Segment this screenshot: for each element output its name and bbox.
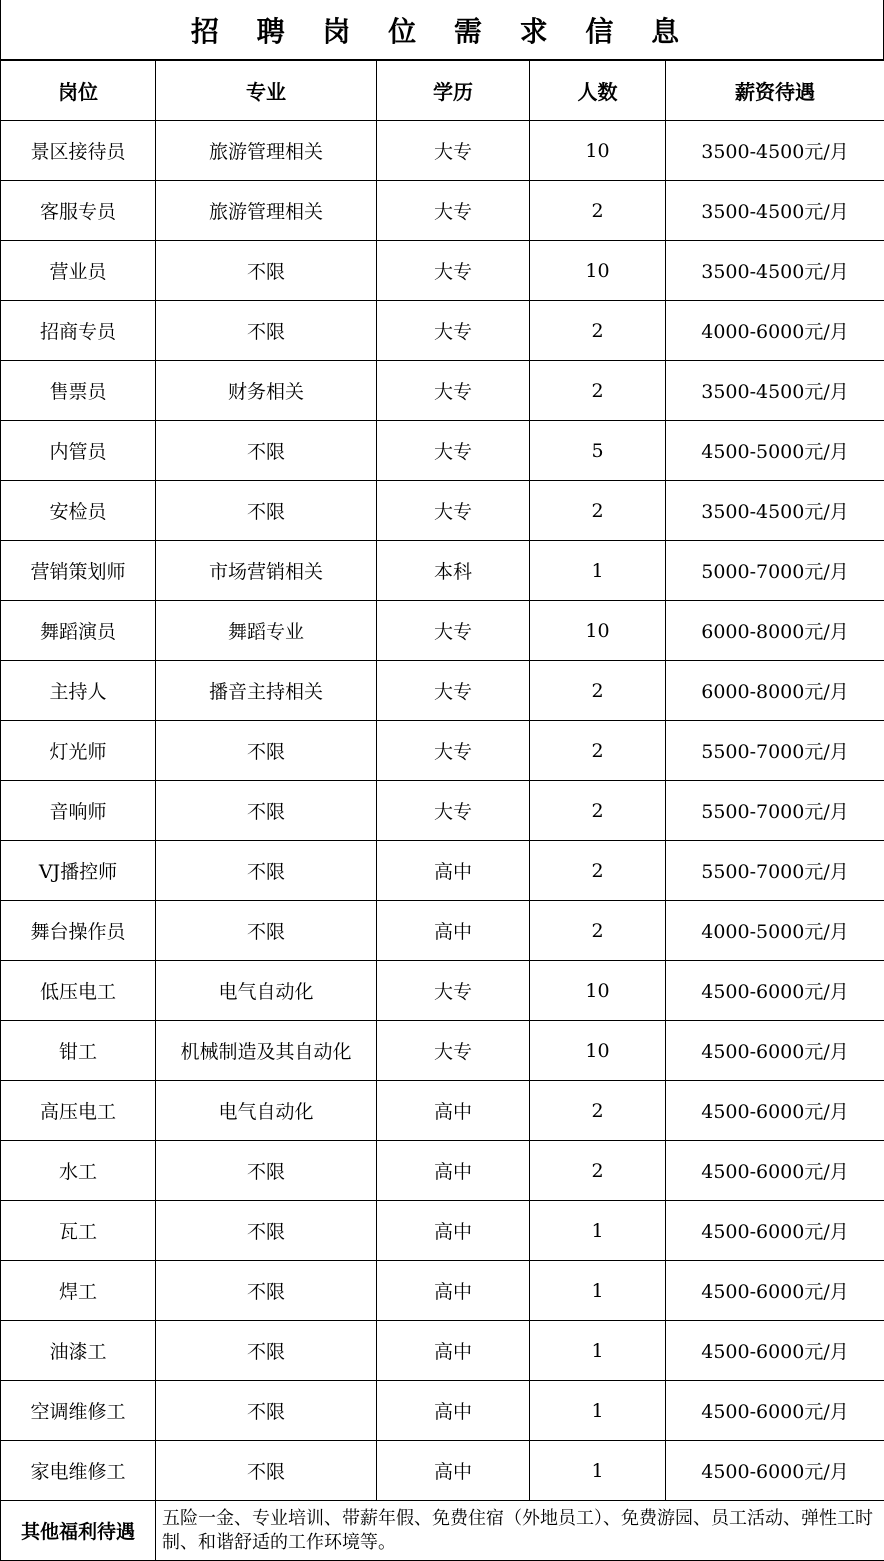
cell-count: 10 [530, 121, 666, 181]
table-row [1, 421, 884, 481]
cell-education: 高中 [377, 841, 530, 901]
cell-position: 空调维修工 [1, 1381, 156, 1441]
cell-position: 家电维修工 [1, 1441, 156, 1501]
cell-salary: 4500-6000元/月 [666, 1141, 884, 1201]
cell-position: 客服专员 [1, 181, 156, 241]
cell-major: 不限 [156, 901, 377, 961]
table-row [1, 1321, 884, 1381]
cell-position: 售票员 [1, 361, 156, 421]
cell-salary: 4500-6000元/月 [666, 1261, 884, 1321]
cell-education: 大专 [377, 1021, 530, 1081]
cell-position: 水工 [1, 1141, 156, 1201]
table-row [1, 1201, 884, 1261]
cell-position: 钳工 [1, 1021, 156, 1081]
table-row [1, 661, 884, 721]
cell-education: 本科 [377, 541, 530, 601]
benefits-text: 五险一金、专业培训、带薪年假、免费住宿（外地员工）、免费游园、员工活动、弹性工时制、和谐舒适的工作环境等。 [156, 1501, 884, 1561]
cell-count: 2 [530, 481, 666, 541]
cell-count: 2 [530, 301, 666, 361]
cell-major: 播音主持相关 [156, 661, 377, 721]
cell-major: 电气自动化 [156, 961, 377, 1021]
table-row [1, 781, 884, 841]
cell-count: 2 [530, 1141, 666, 1201]
cell-education: 高中 [377, 901, 530, 961]
cell-major: 不限 [156, 1441, 377, 1501]
table-row [1, 901, 884, 961]
cell-salary: 4500-6000元/月 [666, 1201, 884, 1261]
cell-major: 不限 [156, 1261, 377, 1321]
cell-education: 大专 [377, 961, 530, 1021]
cell-salary: 3500-4500元/月 [666, 121, 884, 181]
cell-salary: 6000-8000元/月 [666, 661, 884, 721]
cell-salary: 4000-5000元/月 [666, 901, 884, 961]
cell-education: 高中 [377, 1261, 530, 1321]
cell-major: 不限 [156, 841, 377, 901]
cell-position: VJ播控师 [1, 841, 156, 901]
cell-position: 高压电工 [1, 1081, 156, 1141]
cell-education: 高中 [377, 1201, 530, 1261]
cell-salary: 3500-4500元/月 [666, 181, 884, 241]
cell-salary: 4500-6000元/月 [666, 1381, 884, 1441]
cell-count: 5 [530, 421, 666, 481]
cell-major: 不限 [156, 421, 377, 481]
cell-salary: 3500-4500元/月 [666, 481, 884, 541]
cell-count: 1 [530, 1381, 666, 1441]
cell-education: 大专 [377, 361, 530, 421]
cell-education: 大专 [377, 601, 530, 661]
table-row [1, 301, 884, 361]
cell-major: 不限 [156, 1201, 377, 1261]
cell-salary: 4500-6000元/月 [666, 1021, 884, 1081]
table-body [1, 121, 884, 1501]
cell-count: 2 [530, 841, 666, 901]
cell-position: 焊工 [1, 1261, 156, 1321]
cell-major: 市场营销相关 [156, 541, 377, 601]
cell-count: 2 [530, 721, 666, 781]
table-row [1, 601, 884, 661]
cell-salary: 5500-7000元/月 [666, 781, 884, 841]
cell-position: 低压电工 [1, 961, 156, 1021]
cell-major: 旅游管理相关 [156, 181, 377, 241]
table-row [1, 121, 884, 181]
cell-education: 大专 [377, 421, 530, 481]
table-header-row [1, 61, 884, 121]
cell-salary: 4500-5000元/月 [666, 421, 884, 481]
cell-position: 营销策划师 [1, 541, 156, 601]
cell-salary: 6000-8000元/月 [666, 601, 884, 661]
table-row [1, 721, 884, 781]
cell-position: 招商专员 [1, 301, 156, 361]
cell-count: 1 [530, 1321, 666, 1381]
table-row [1, 481, 884, 541]
table-row [1, 1441, 884, 1501]
cell-education: 高中 [377, 1381, 530, 1441]
cell-education: 大专 [377, 661, 530, 721]
page-title: 招 聘 岗 位 需 求 信 息 [0, 0, 884, 60]
cell-position: 内管员 [1, 421, 156, 481]
cell-education: 大专 [377, 181, 530, 241]
cell-count: 10 [530, 1021, 666, 1081]
table-row [1, 541, 884, 601]
cell-salary: 5000-7000元/月 [666, 541, 884, 601]
cell-salary: 3500-4500元/月 [666, 361, 884, 421]
cell-education: 大专 [377, 121, 530, 181]
table-row [1, 841, 884, 901]
cell-count: 2 [530, 1081, 666, 1141]
cell-major: 机械制造及其自动化 [156, 1021, 377, 1081]
table-row [1, 1261, 884, 1321]
cell-major: 旅游管理相关 [156, 121, 377, 181]
cell-count: 10 [530, 601, 666, 661]
header-major: 专业 [156, 61, 377, 121]
cell-salary: 5500-7000元/月 [666, 841, 884, 901]
cell-education: 大专 [377, 301, 530, 361]
cell-salary: 4500-6000元/月 [666, 1441, 884, 1501]
header-salary: 薪资待遇 [666, 61, 884, 121]
cell-position: 舞台操作员 [1, 901, 156, 961]
cell-salary: 4500-6000元/月 [666, 961, 884, 1021]
header-education: 学历 [377, 61, 530, 121]
cell-count: 1 [530, 1201, 666, 1261]
cell-education: 高中 [377, 1321, 530, 1381]
table-row [1, 241, 884, 301]
cell-education: 大专 [377, 781, 530, 841]
cell-education: 大专 [377, 241, 530, 301]
cell-major: 财务相关 [156, 361, 377, 421]
cell-count: 2 [530, 361, 666, 421]
cell-major: 不限 [156, 481, 377, 541]
cell-count: 10 [530, 241, 666, 301]
cell-major: 电气自动化 [156, 1081, 377, 1141]
benefits-label: 其他福利待遇 [1, 1501, 156, 1561]
cell-position: 景区接待员 [1, 121, 156, 181]
table-row [1, 961, 884, 1021]
cell-major: 不限 [156, 241, 377, 301]
cell-position: 舞蹈演员 [1, 601, 156, 661]
cell-salary: 3500-4500元/月 [666, 241, 884, 301]
table-row [1, 1381, 884, 1441]
cell-salary: 5500-7000元/月 [666, 721, 884, 781]
cell-position: 音响师 [1, 781, 156, 841]
cell-major: 不限 [156, 1321, 377, 1381]
cell-education: 大专 [377, 721, 530, 781]
cell-education: 大专 [377, 481, 530, 541]
table-row [1, 1141, 884, 1201]
table-row [1, 361, 884, 421]
cell-major: 不限 [156, 1381, 377, 1441]
cell-major: 舞蹈专业 [156, 601, 377, 661]
cell-position: 灯光师 [1, 721, 156, 781]
cell-count: 1 [530, 541, 666, 601]
table-row [1, 181, 884, 241]
cell-major: 不限 [156, 301, 377, 361]
cell-count: 1 [530, 1441, 666, 1501]
cell-education: 高中 [377, 1141, 530, 1201]
table-row [1, 1081, 884, 1141]
cell-salary: 4500-6000元/月 [666, 1081, 884, 1141]
cell-count: 2 [530, 781, 666, 841]
cell-count: 1 [530, 1261, 666, 1321]
cell-position: 油漆工 [1, 1321, 156, 1381]
cell-position: 安检员 [1, 481, 156, 541]
cell-count: 2 [530, 181, 666, 241]
header-position: 岗位 [1, 61, 156, 121]
cell-count: 2 [530, 661, 666, 721]
cell-major: 不限 [156, 1141, 377, 1201]
header-count: 人数 [530, 61, 666, 121]
table-row [1, 1021, 884, 1081]
cell-position: 瓦工 [1, 1201, 156, 1261]
cell-count: 2 [530, 901, 666, 961]
cell-major: 不限 [156, 781, 377, 841]
cell-major: 不限 [156, 721, 377, 781]
cell-count: 10 [530, 961, 666, 1021]
cell-education: 高中 [377, 1441, 530, 1501]
cell-salary: 4000-6000元/月 [666, 301, 884, 361]
cell-position: 主持人 [1, 661, 156, 721]
cell-salary: 4500-6000元/月 [666, 1321, 884, 1381]
job-table [0, 60, 884, 1561]
benefits-row [1, 1501, 884, 1561]
cell-position: 营业员 [1, 241, 156, 301]
cell-education: 高中 [377, 1081, 530, 1141]
